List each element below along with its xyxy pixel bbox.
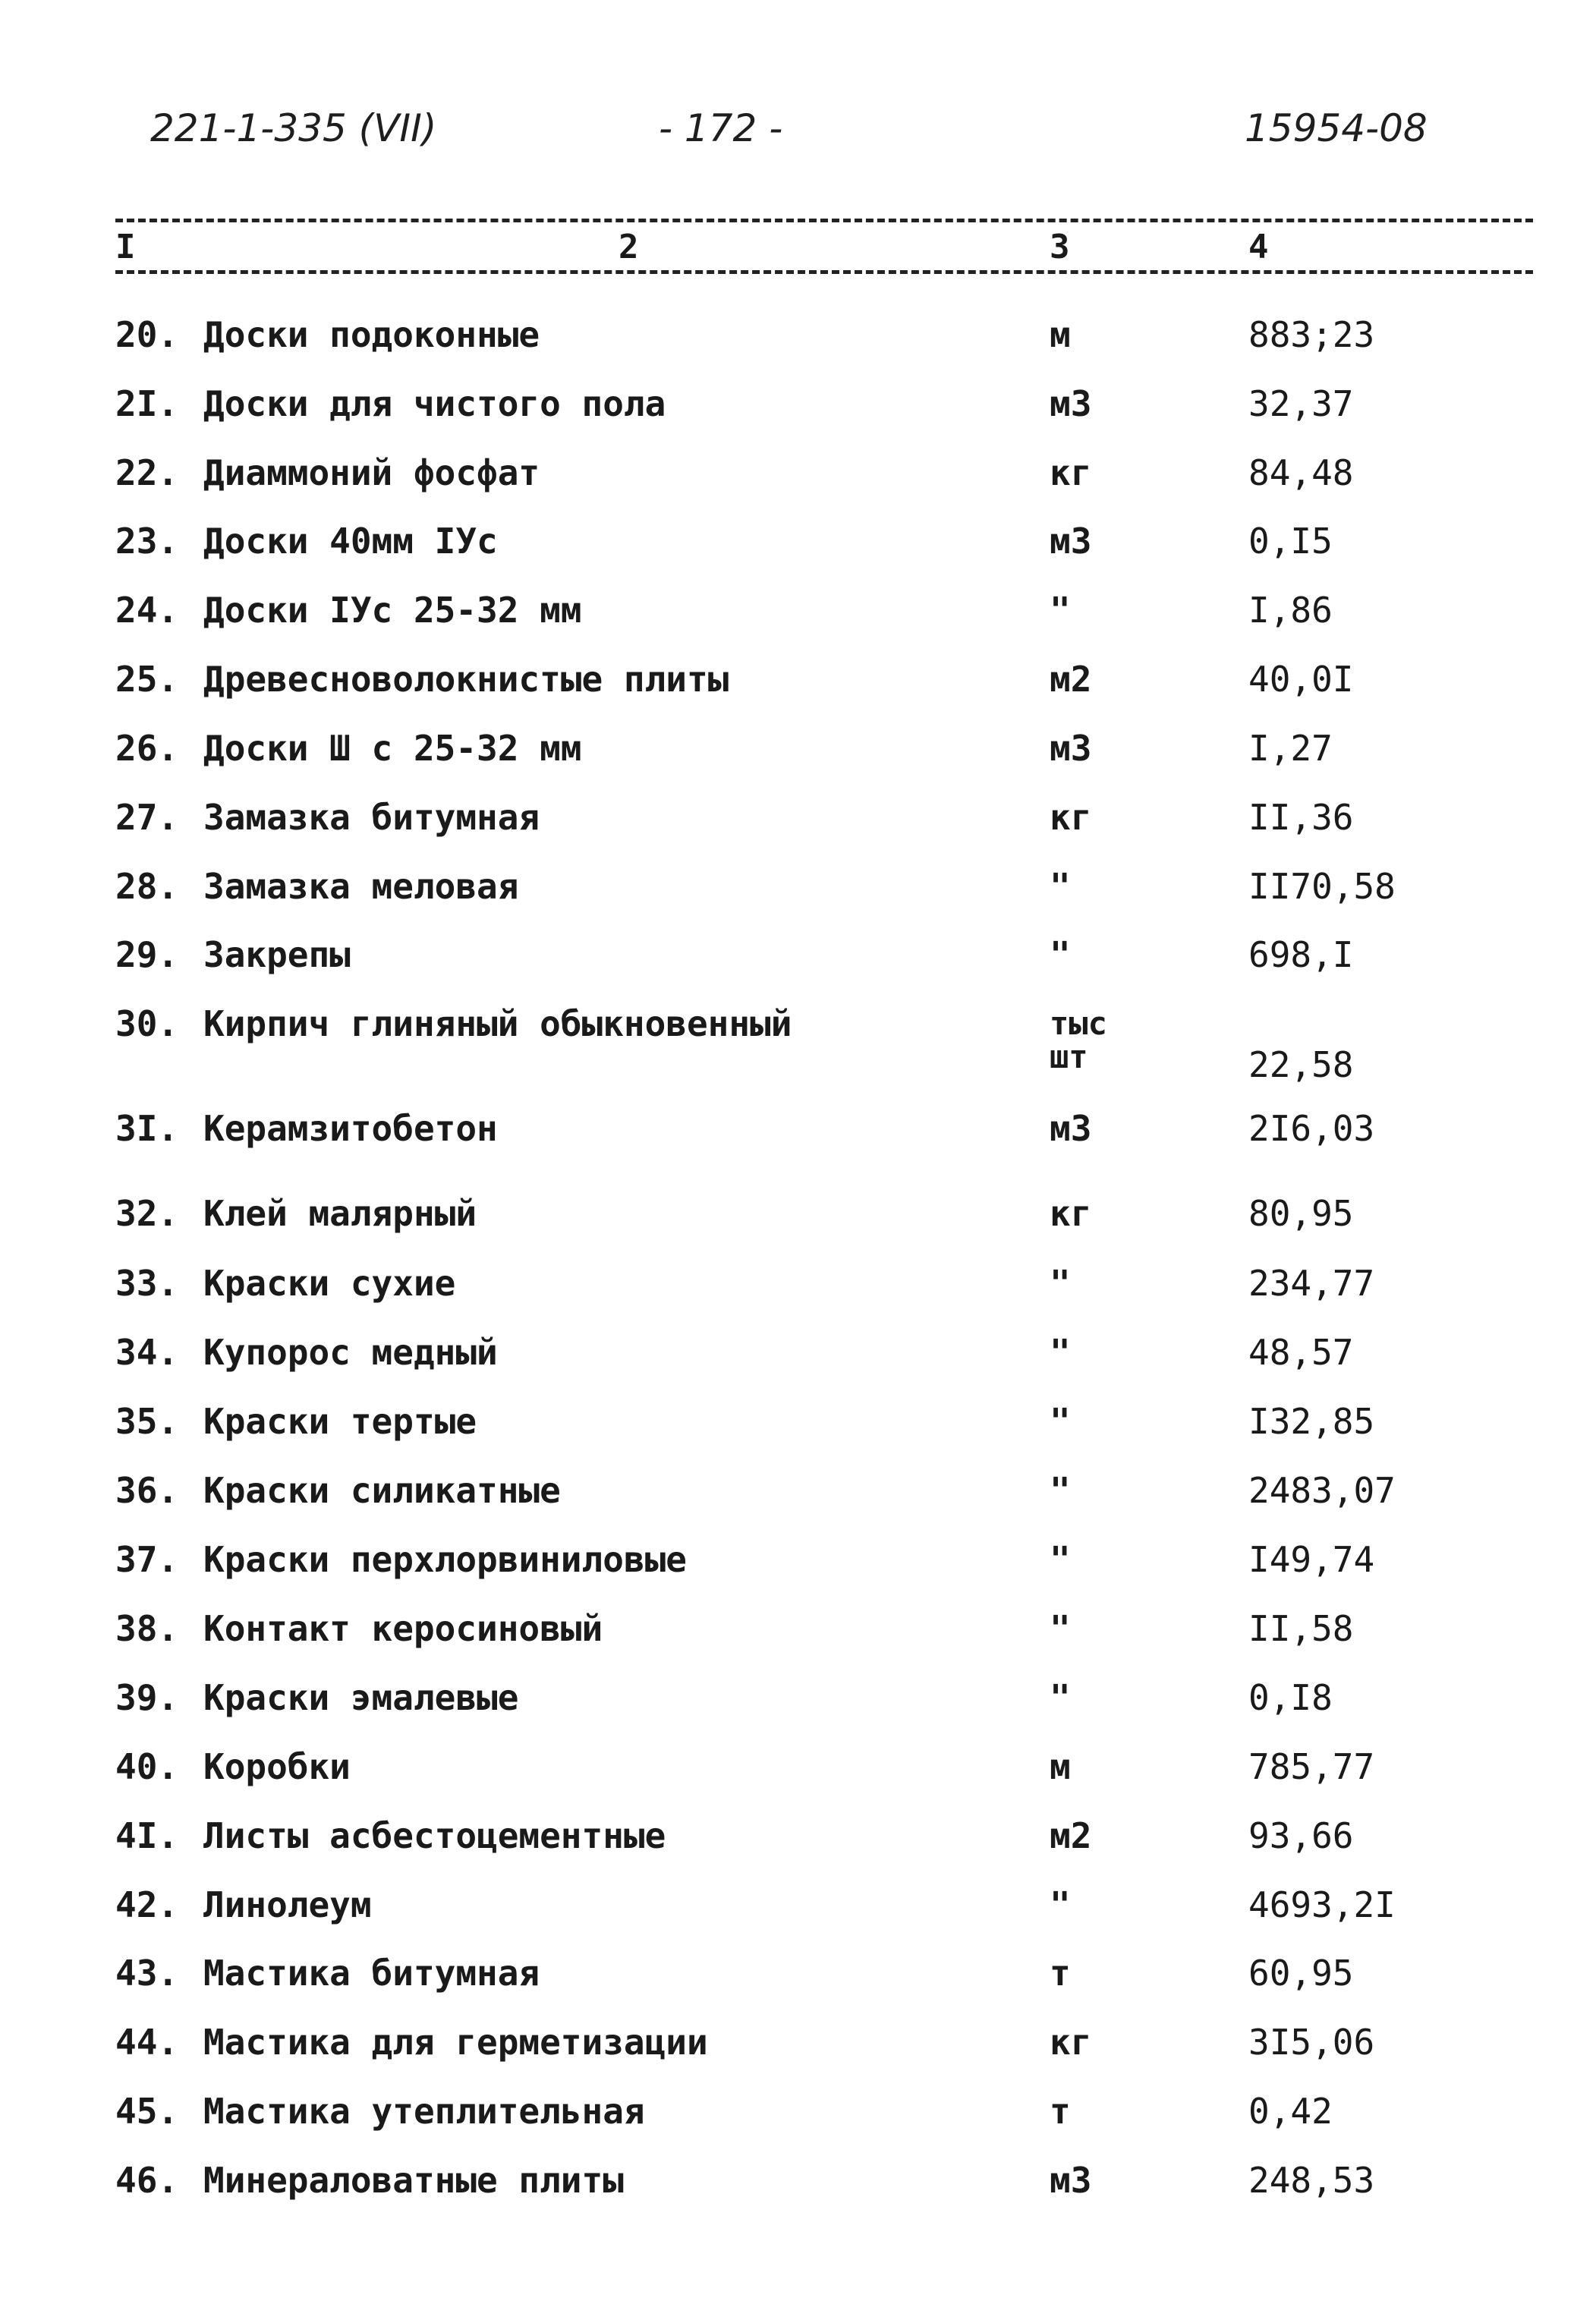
item-unit <box>1050 1007 1107 1074</box>
item-unit: м2 <box>1050 1815 1092 1856</box>
item-quantity: 93,66 <box>1248 1815 1354 1856</box>
item-quantity: 22,58 <box>1248 1044 1354 1085</box>
row-number: 28. <box>115 866 179 907</box>
item-unit: кг <box>1050 1193 1092 1234</box>
item-unit: м3 <box>1050 728 1092 769</box>
row-number: 40. <box>115 1746 179 1787</box>
table-row <box>0 1330 1596 1375</box>
item-quantity: 0,42 <box>1248 2091 1333 2132</box>
item-quantity: I32,85 <box>1248 1401 1375 1442</box>
table-row <box>0 656 1596 702</box>
row-number: 24. <box>115 590 179 631</box>
item-quantity: II,58 <box>1248 1608 1354 1649</box>
item-unit-line-1: тыс <box>1050 1005 1107 1042</box>
item-name: Закрепы <box>203 934 351 975</box>
row-number: 4I. <box>115 1815 179 1856</box>
row-number: 44. <box>115 2022 179 2063</box>
item-quantity: 248,53 <box>1248 2160 1375 2201</box>
item-name: Доски для чистого пола <box>203 383 666 424</box>
item-name: Коробки <box>203 1746 351 1787</box>
row-number: 29. <box>115 934 179 975</box>
item-quantity: 3I5,06 <box>1248 2022 1375 2063</box>
row-number: 20. <box>115 314 179 355</box>
table-row <box>0 1744 1596 1789</box>
item-quantity: 40,0I <box>1248 659 1354 700</box>
row-number: 32. <box>115 1193 179 1234</box>
item-name: Кирпич глиняный обыкновенный <box>203 1003 792 1044</box>
item-unit: м3 <box>1050 1108 1092 1149</box>
table-row <box>0 864 1596 909</box>
item-unit: кг <box>1050 2022 1092 2063</box>
item-name: Мастика утеплительная <box>203 2091 645 2132</box>
row-number: 45. <box>115 2091 179 2132</box>
item-name: Краски сухие <box>203 1263 456 1304</box>
item-name: Краски эмалевые <box>203 1677 519 1718</box>
item-unit: т <box>1050 2091 1071 2132</box>
item-unit: " <box>1050 1470 1071 1511</box>
item-unit: " <box>1050 934 1071 975</box>
table-row <box>0 1261 1596 1306</box>
item-unit: м <box>1050 1746 1071 1787</box>
table-row <box>0 2088 1596 2134</box>
table-row <box>0 1606 1596 1651</box>
item-quantity: 2483,07 <box>1248 1470 1396 1511</box>
item-unit: " <box>1050 1263 1071 1304</box>
item-quantity: I49,74 <box>1248 1539 1375 1580</box>
row-number: 27. <box>115 797 179 838</box>
row-number: 36. <box>115 1470 179 1511</box>
row-number: 2I. <box>115 383 179 424</box>
item-name: Доски IУс 25-32 мм <box>203 590 582 631</box>
item-unit: " <box>1050 1884 1071 1925</box>
item-name: Диаммоний фосфат <box>203 452 540 493</box>
table-row <box>0 312 1596 357</box>
row-number: 30. <box>115 1003 179 1044</box>
page-number: - 172 - <box>659 106 783 150</box>
item-quantity: 0,I8 <box>1248 1677 1333 1718</box>
item-quantity: 4693,2I <box>1248 1884 1396 1925</box>
item-quantity: 60,95 <box>1248 1953 1354 1994</box>
item-name: Керамзитобетон <box>203 1108 498 1149</box>
item-name: Контакт керосиновый <box>203 1608 603 1649</box>
item-quantity: 234,77 <box>1248 1263 1375 1304</box>
document-code: 221-1-335 (VII) <box>150 106 437 150</box>
item-unit: " <box>1050 1332 1071 1373</box>
table-row <box>0 2019 1596 2065</box>
item-name: Доски 40мм IУс <box>203 521 498 562</box>
table-row <box>0 1813 1596 1859</box>
table-row <box>0 1882 1596 1928</box>
row-number: 38. <box>115 1608 179 1649</box>
item-unit: " <box>1050 866 1071 907</box>
item-name: Замазка меловая <box>203 866 519 907</box>
item-quantity: I,86 <box>1248 590 1333 631</box>
table-row <box>0 1399 1596 1444</box>
item-unit: " <box>1050 590 1071 631</box>
row-number: 26. <box>115 728 179 769</box>
row-number: 43. <box>115 1953 179 1994</box>
table-row <box>0 381 1596 426</box>
row-number: 23. <box>115 521 179 562</box>
item-quantity: 48,57 <box>1248 1332 1354 1373</box>
item-name: Листы асбестоцементные <box>203 1815 666 1856</box>
table-row <box>0 795 1596 840</box>
item-unit-line-2: шт <box>1050 1038 1088 1075</box>
item-unit: кг <box>1050 452 1092 493</box>
table-row <box>0 1468 1596 1513</box>
item-quantity: I,27 <box>1248 728 1333 769</box>
table-header-top-rule <box>115 219 1533 222</box>
item-unit: м2 <box>1050 659 1092 700</box>
table-row <box>0 518 1596 564</box>
column-number-4: 4 <box>1248 228 1269 266</box>
table-row <box>0 1106 1596 1151</box>
item-unit: " <box>1050 1608 1071 1649</box>
item-unit: м <box>1050 314 1071 355</box>
table-row <box>0 587 1596 633</box>
row-number: 34. <box>115 1332 179 1373</box>
item-name: Доски подоконные <box>203 314 540 355</box>
table-row <box>0 1537 1596 1582</box>
item-quantity: 698,I <box>1248 934 1354 975</box>
item-quantity: 785,77 <box>1248 1746 1375 1787</box>
table-header-bottom-rule <box>115 270 1533 274</box>
item-name: Линолеум <box>203 1884 372 1925</box>
item-name: Доски Ш с 25-32 мм <box>203 728 582 769</box>
row-number: 35. <box>115 1401 179 1442</box>
item-name: Краски перхлорвиниловые <box>203 1539 687 1580</box>
row-number: 37. <box>115 1539 179 1580</box>
item-quantity: 32,37 <box>1248 383 1354 424</box>
row-number: 3I. <box>115 1108 179 1149</box>
row-number: 22. <box>115 452 179 493</box>
table-row <box>0 450 1596 496</box>
row-number: 33. <box>115 1263 179 1304</box>
item-name: Замазка битумная <box>203 797 540 838</box>
table-row <box>0 1191 1596 1236</box>
row-number: 46. <box>115 2160 179 2201</box>
column-number-3: 3 <box>1050 228 1070 266</box>
row-number: 42. <box>115 1884 179 1925</box>
sheet-number: 15954-08 <box>1245 106 1428 150</box>
item-quantity: 84,48 <box>1248 452 1354 493</box>
table-row <box>0 1001 1596 1084</box>
column-number-2: 2 <box>619 228 639 266</box>
item-unit: кг <box>1050 797 1092 838</box>
table-row <box>0 1950 1596 1996</box>
item-unit: " <box>1050 1539 1071 1580</box>
item-name: Купорос медный <box>203 1332 498 1373</box>
item-unit: " <box>1050 1401 1071 1442</box>
item-name: Минераловатные плиты <box>203 2160 624 2201</box>
item-name: Краски силикатные <box>203 1470 561 1511</box>
item-unit: т <box>1050 1953 1071 1994</box>
row-number: 25. <box>115 659 179 700</box>
item-quantity: 0,I5 <box>1248 521 1333 562</box>
column-number-1: I <box>115 228 136 266</box>
item-name: Мастика для герметизации <box>203 2022 708 2063</box>
table-row <box>0 1675 1596 1720</box>
table-row <box>0 2158 1596 2203</box>
table-row <box>0 932 1596 977</box>
item-unit: м3 <box>1050 383 1092 424</box>
item-quantity: II,36 <box>1248 797 1354 838</box>
item-name: Краски тертые <box>203 1401 477 1442</box>
item-unit: м3 <box>1050 521 1092 562</box>
item-name: Древесноволокнистые плиты <box>203 659 729 700</box>
item-name: Клей малярный <box>203 1193 477 1234</box>
item-quantity: II70,58 <box>1248 866 1396 907</box>
item-quantity: 2I6,03 <box>1248 1108 1375 1149</box>
row-number: 39. <box>115 1677 179 1718</box>
table-row <box>0 726 1596 771</box>
item-quantity: 883;23 <box>1248 314 1375 355</box>
item-quantity: 80,95 <box>1248 1193 1354 1234</box>
item-unit: м3 <box>1050 2160 1092 2201</box>
item-unit: " <box>1050 1677 1071 1718</box>
item-name: Мастика битумная <box>203 1953 540 1994</box>
